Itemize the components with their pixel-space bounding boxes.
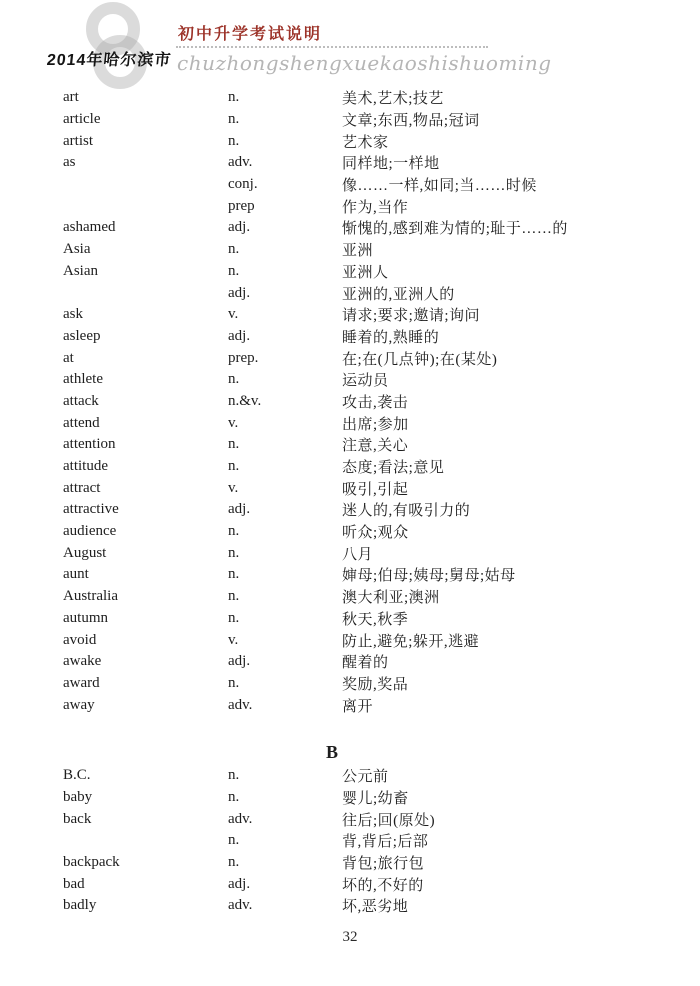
- word-cell: award: [63, 674, 100, 691]
- vocab-row: [63, 152, 637, 174]
- pos-cell: adj.: [228, 501, 251, 518]
- pos-cell: prep.: [228, 349, 259, 366]
- meaning-cell: 亚洲的,亚洲人的: [342, 286, 455, 303]
- meaning-cell: 同样地;一样地: [342, 156, 440, 173]
- vocab-row: [63, 808, 637, 830]
- vocab-row: [63, 87, 637, 109]
- vocab-row: [63, 304, 637, 326]
- word-cell: as: [63, 154, 76, 171]
- header-divider: [176, 46, 488, 48]
- vocab-row: [63, 282, 637, 304]
- pos-cell: adj.: [228, 653, 251, 670]
- vocab-row: [63, 347, 637, 369]
- meaning-cell: 请求;要求;邀请;询问: [342, 308, 481, 325]
- pos-cell: n.: [228, 458, 240, 475]
- word-cell: ashamed: [63, 219, 116, 236]
- pos-cell: prep: [228, 197, 255, 214]
- section-heading: B: [326, 741, 339, 762]
- pos-cell: adj.: [228, 875, 251, 892]
- pos-cell: n.&v.: [228, 392, 262, 409]
- meaning-cell: 婴儿;幼畜: [342, 790, 409, 807]
- vocab-row: [63, 873, 637, 895]
- document-title: 初中升学考试说明: [178, 26, 323, 43]
- pos-cell: v.: [228, 479, 239, 496]
- word-cell: backpack: [63, 854, 120, 871]
- meaning-cell: 醒着的: [342, 655, 389, 672]
- pos-cell: n.: [228, 544, 240, 561]
- vocab-row: [63, 109, 637, 131]
- vocab-row: [63, 586, 637, 608]
- word-cell: aunt: [63, 566, 89, 583]
- meaning-cell: 睡着的,熟睡的: [342, 329, 440, 346]
- meaning-cell: 坏的,不好的: [342, 877, 424, 894]
- meaning-cell: 美术,艺术;技艺: [342, 91, 444, 108]
- word-cell: badly: [63, 897, 97, 914]
- word-cell: baby: [63, 788, 93, 805]
- meaning-cell: 艺术家: [342, 134, 389, 151]
- meaning-cell: 婶母;伯母;姨母;舅母;姑母: [342, 568, 516, 585]
- pos-cell: v.: [228, 631, 239, 648]
- vocab-row: [63, 787, 637, 809]
- meaning-cell: 像……一样,如同;当……时候: [342, 178, 537, 195]
- meaning-cell: 文章;东西,物品;冠词: [342, 113, 480, 130]
- pos-cell: n.: [228, 609, 240, 626]
- meaning-cell: 亚洲: [342, 243, 374, 260]
- meaning-cell: 运动员: [342, 373, 389, 390]
- word-cell: away: [63, 696, 95, 713]
- word-cell: audience: [63, 523, 117, 540]
- pos-cell: adj.: [228, 284, 251, 301]
- meaning-cell: 亚洲人: [342, 264, 389, 281]
- vocab-row: [63, 391, 637, 413]
- meaning-cell: 公元前: [342, 769, 389, 786]
- pos-cell: n.: [228, 523, 240, 540]
- word-cell: Asia: [63, 241, 91, 258]
- meaning-cell: 往后;回(原处): [342, 812, 436, 829]
- word-cell: bad: [63, 875, 85, 892]
- vocab-row: [63, 434, 637, 456]
- vocab-row: [63, 326, 637, 348]
- word-cell: August: [63, 544, 107, 561]
- page-number: 32: [342, 929, 358, 945]
- meaning-cell: 坏,恶劣地: [342, 899, 409, 916]
- vocab-row: [63, 651, 637, 673]
- vocab-row: [63, 369, 637, 391]
- meaning-cell: 作为,当作: [342, 199, 409, 216]
- pos-cell: v.: [228, 306, 239, 323]
- vocab-row: [63, 895, 637, 917]
- meaning-cell: 在;在(几点钟);在(某处): [342, 351, 498, 368]
- vocab-row: [63, 174, 637, 196]
- word-cell: at: [63, 349, 74, 366]
- meaning-cell: 吸引,引起: [342, 481, 409, 498]
- vocab-row: [63, 542, 637, 564]
- meaning-cell: 出席;参加: [342, 416, 409, 433]
- word-cell: Australia: [63, 588, 118, 605]
- meaning-cell: 迷人的,有吸引力的: [342, 503, 471, 520]
- vocab-table: [63, 87, 637, 917]
- pos-cell: n.: [228, 262, 240, 279]
- meaning-cell: 攻击,袭击: [342, 394, 409, 411]
- vocab-row: [63, 195, 637, 217]
- vocab-row: [63, 694, 637, 716]
- word-cell: artist: [63, 132, 93, 149]
- word-cell: B.C.: [63, 767, 91, 784]
- vocab-row: [63, 456, 637, 478]
- meaning-cell: 背包;旅行包: [342, 856, 425, 873]
- word-cell: asleep: [63, 327, 101, 344]
- pos-cell: adj.: [228, 219, 251, 236]
- vocab-row: [63, 130, 637, 152]
- word-cell: attractive: [63, 501, 119, 518]
- vocab-row: [63, 673, 637, 695]
- pos-cell: n.: [228, 832, 240, 849]
- meaning-cell: 防止,避免;躲开,逃避: [342, 633, 480, 650]
- word-cell: attract: [63, 479, 101, 496]
- meaning-cell: 离开: [342, 698, 374, 715]
- meaning-cell: 听众;观众: [342, 525, 409, 542]
- meaning-cell: 澳大利亚;澳洲: [342, 590, 440, 607]
- word-cell: autumn: [63, 609, 108, 626]
- pos-cell: n.: [228, 588, 240, 605]
- word-cell: attack: [63, 392, 99, 409]
- meaning-cell: 背,背后;后部: [342, 834, 429, 851]
- pos-cell: adv.: [228, 897, 253, 914]
- vocab-row: [63, 477, 637, 499]
- word-cell: athlete: [63, 371, 103, 388]
- meaning-cell: 注意,关心: [342, 438, 409, 455]
- vocab-row: [63, 852, 637, 874]
- word-cell: ask: [63, 306, 83, 323]
- pos-cell: conj.: [228, 176, 258, 193]
- meaning-cell: 奖励,奖品: [342, 676, 409, 693]
- word-cell: awake: [63, 653, 102, 670]
- pos-cell: adv.: [228, 696, 253, 713]
- pos-cell: adv.: [228, 810, 253, 827]
- word-cell: article: [63, 111, 101, 128]
- pos-cell: n.: [228, 436, 240, 453]
- word-cell: back: [63, 810, 92, 827]
- pos-cell: n.: [228, 788, 240, 805]
- word-cell: art: [63, 89, 79, 106]
- vocab-row: [63, 629, 637, 651]
- vocab-row: [63, 564, 637, 586]
- pos-cell: n.: [228, 241, 240, 258]
- meaning-cell: 惭愧的,感到难为情的;耻于……的: [342, 221, 568, 238]
- vocab-row: [63, 608, 637, 630]
- pos-cell: n.: [228, 89, 240, 106]
- meaning-cell: 秋天,秋季: [342, 611, 409, 628]
- vocab-row: [63, 261, 637, 283]
- pos-cell: n.: [228, 371, 240, 388]
- vocab-row: [63, 521, 637, 543]
- word-cell: Asian: [63, 262, 98, 279]
- pos-cell: n.: [228, 566, 240, 583]
- pos-cell: n.: [228, 132, 240, 149]
- vocab-row: [63, 830, 637, 852]
- pos-cell: n.: [228, 767, 240, 784]
- pos-cell: adv.: [228, 154, 253, 171]
- meaning-cell: 态度;看法;意见: [342, 460, 445, 477]
- vocab-row: [63, 239, 637, 261]
- pos-cell: n.: [228, 854, 240, 871]
- pos-cell: n.: [228, 111, 240, 128]
- pos-cell: adj.: [228, 327, 251, 344]
- edition-label: 2014年哈尔滨市: [45, 52, 173, 69]
- pinyin-subtitle: chuzhongshengxuekaoshishuoming: [177, 51, 552, 75]
- meaning-cell: 八月: [342, 546, 374, 563]
- vocab-row: [63, 499, 637, 521]
- vocab-row: [63, 412, 637, 434]
- word-cell: attitude: [63, 458, 108, 475]
- pos-cell: v.: [228, 414, 239, 431]
- vocab-row: [63, 217, 637, 239]
- pos-cell: n.: [228, 674, 240, 691]
- word-cell: attend: [63, 414, 100, 431]
- word-cell: avoid: [63, 631, 97, 648]
- vocab-row: [63, 765, 637, 787]
- word-cell: attention: [63, 436, 116, 453]
